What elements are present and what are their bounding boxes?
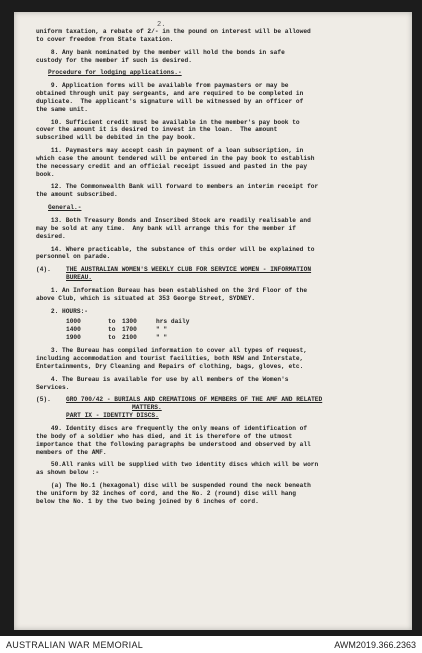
paragraph [36,183,396,199]
paragraph-line: above Club, which is situated at 353 George Street, SYDNEY. [36,294,256,302]
section-number: (5). [36,396,51,404]
paragraph [36,28,396,44]
paragraph-line: desired. [36,232,66,240]
paragraph-line: the uniform by 32 inches of cord, and the No. 2 (round) disc will hang [36,489,296,497]
paragraph [36,119,396,143]
paragraph-line: 49. Identity discs are frequently the only means of identification of [36,425,308,433]
paragraph [36,482,396,506]
section-title [66,266,311,282]
document-page [14,12,412,630]
paragraph-line: 11. Paymasters may accept cash in payment of a loan subscription, in [36,147,304,155]
paragraph-line: may be sold at any time. Any bank will arrange this for the member if [36,224,296,232]
section-title-line: GRO 700/42 - BURIALS AND CREMATIONS OF MEMBERS OF THE AMF AND RELATED [66,396,323,404]
section-5-heading [36,396,396,420]
hours-to-word: to [108,334,116,342]
paragraph-line: cover the amount it is desired to invest in the loan. The amount [36,126,278,134]
paragraph-line: 13. Both Treasury Bonds and Inscribed Stock are readily realisable and [36,217,311,224]
paragraph-line: uniform taxation, a rebate of 2/- in the pound on interest will be allowed [36,28,311,35]
paragraph-line: 50.All ranks will be supplied with two identity discs which will be worn [36,461,319,469]
archive-footer [0,637,422,653]
paragraph [36,287,396,303]
hours-to: 2100 [122,334,137,342]
paragraph-line: including accommodation and tourist facilities, both NSW and Interstate, [36,355,304,363]
hours-to-word: to [108,326,116,334]
hours-to: 1300 [122,318,137,326]
hours-note: " " [156,334,168,342]
paragraph-line: the body of a soldier who has died, and it is therefore of the utmost [36,432,293,440]
hours-from: 1400 [66,326,81,334]
paragraph-line: obtained through unit pay sergeants, and are required to be completed in [36,90,304,98]
hours-table [66,318,396,342]
hours-row [66,334,396,342]
section-title-line: THE AUSTRALIAN WOMEN'S WEEKLY CLUB FOR SERVICE WOMEN - INFORMATION [66,266,312,274]
paragraph-line: the amount subscribed. [36,191,118,199]
hours-to-word: to [108,318,116,326]
hours-row [66,326,396,334]
document-body [36,28,396,511]
paragraph-line: duplicate. The applicant's signature will be witnessed by an officer of [36,97,304,105]
section-number: (4). [36,266,51,274]
paragraph [36,147,396,179]
hours-to: 1700 [122,326,137,334]
paragraph-line: 1. An Information Bureau has been established on the 3rd Floor of the [36,286,308,294]
hours-from: 1000 [66,318,81,326]
paragraph [36,217,396,241]
paragraph-line: 14. Where practicable, the substance of this order will be explained to [36,245,315,253]
hours-label: 2. HOURS:- [36,307,88,315]
paragraph [36,49,396,65]
paragraph [36,82,396,114]
paragraph-line: below the No. 1 by the two being joined by 6 inches of cord. [36,497,259,505]
hours-row [66,318,396,326]
section-title-line: PART IX - IDENTITY DISCS. [66,412,159,420]
paragraph-line: book. [36,170,55,178]
paragraph-line: Services. [36,383,70,391]
paragraph-line: 8. Any bank nominated by the member will hold the bonds in safe [36,48,285,56]
paragraph-line: which case the amount tendered will be entered in the pay book to establish [36,154,315,162]
paragraph [36,347,396,371]
section-title-line: MATTERS. [132,404,162,412]
footer-accession-number: AWM2019.366.2363 [334,640,416,650]
paragraph-line: 12. The Commonwealth Bank will forward to members an interim receipt for [36,183,319,191]
paragraph [36,461,396,477]
paragraph-line: subscribed will be debited in the pay book. [36,134,196,142]
paragraph-line: personnel on parade. [36,253,111,261]
paragraph-line: to cover freedom from State taxation. [36,35,174,43]
heading-application: Procedure for lodging applications.- [48,69,182,77]
paragraph-line: (a) The No.1 (hexagonal) disc will be suspended round the neck beneath [36,482,311,490]
paragraph [36,246,396,262]
paragraph-line: custody for the member if such is desired. [36,56,192,64]
paragraph-line: as shown below :- [36,469,100,477]
section-title [66,396,322,420]
paragraph-line: 3. The Bureau has compiled information to cover all types of request, [36,347,308,355]
paragraph-line: 10. Sufficient credit must be available in the member's pay book to [36,118,300,126]
paragraph-line: 4. The Bureau is available for use by all members of the Women's [36,375,289,383]
paragraph-line: importance that the following paragraphs be understood and observed by all [36,440,311,448]
hours-note: " " [156,326,168,334]
hours-from: 1900 [66,334,81,342]
paragraph [36,425,396,457]
hours-note: hrs daily [156,318,190,326]
page-number: 2. [157,21,166,29]
paragraph-line: Entertainments, Dry Cleaning and Repairs of clothing, bags, gloves, etc. [36,362,304,370]
paragraph-line: 9. Application forms will be available from paymasters or may be [36,82,289,90]
heading-general: General.- [48,204,82,212]
section-title-line: BUREAU. [66,274,92,282]
paragraph-line: members of the AMF. [36,448,107,456]
paragraph [36,376,396,392]
paragraph-line: the necessary credit and an official receipt issued and pasted in the pay [36,162,308,170]
footer-institution: AUSTRALIAN WAR MEMORIAL [6,640,144,650]
section-4-heading [36,266,396,282]
paragraph-line: the same unit. [36,105,88,113]
